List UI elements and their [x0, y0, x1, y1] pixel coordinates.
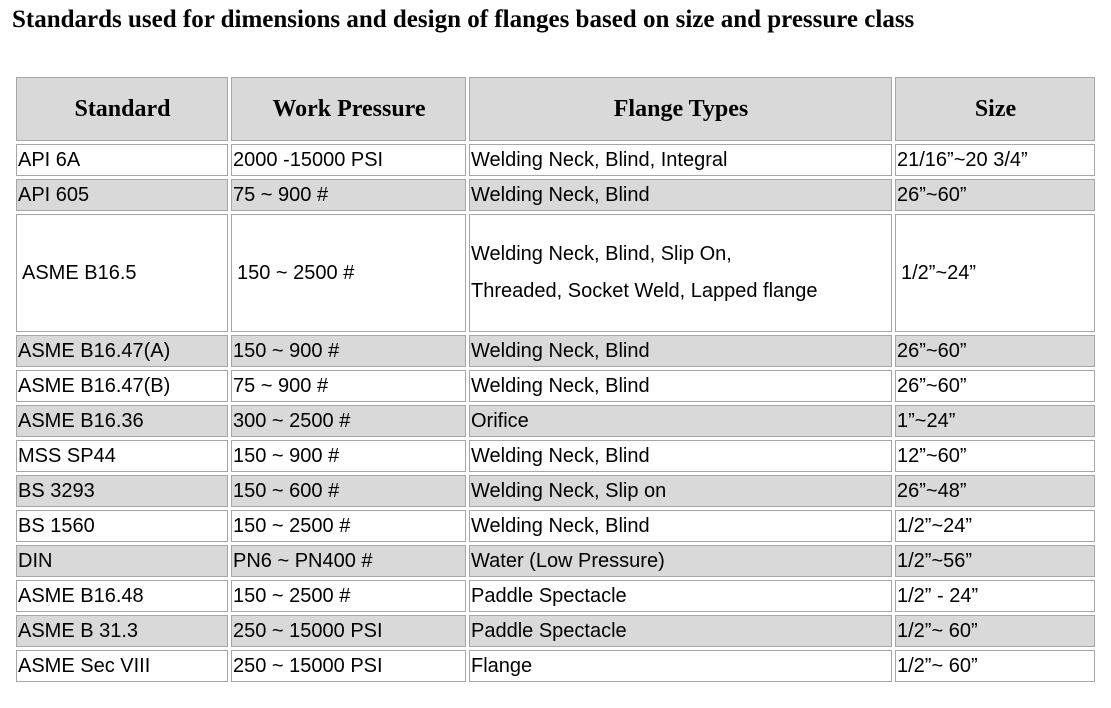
- cell-flange-types: Orifice: [469, 405, 892, 437]
- cell-size: 1/2”~ 60”: [895, 650, 1095, 682]
- table-row: [16, 179, 1095, 211]
- flange-types-line-1: Welding Neck, Blind, Slip On,: [471, 243, 732, 265]
- header-row: [16, 77, 1095, 141]
- cell-flange-types: Water (Low Pressure): [469, 545, 892, 577]
- cell-pressure: 75 ~ 900 #: [231, 179, 466, 211]
- table-row: [16, 650, 1095, 682]
- cell-standard: API 6A: [16, 144, 228, 176]
- cell-size: 21/16”~20 3/4”: [895, 144, 1095, 176]
- cell-pressure: 250 ~ 15000 PSI: [231, 615, 466, 647]
- cell-size: 1/2”~24”: [895, 510, 1095, 542]
- cell-pressure: 75 ~ 900 #: [231, 370, 466, 402]
- header-work-pressure: Work Pressure: [231, 77, 466, 141]
- cell-standard: BS 1560: [16, 510, 228, 542]
- cell-pressure: 300 ~ 2500 #: [231, 405, 466, 437]
- flange-standards-table: [13, 74, 1098, 685]
- cell-flange-types: Welding Neck, Blind: [469, 510, 892, 542]
- cell-pressure: 150 ~ 900 #: [231, 335, 466, 367]
- table-row: [16, 405, 1095, 437]
- cell-standard: MSS SP44: [16, 440, 228, 472]
- header-flange-types: Flange Types: [469, 77, 892, 141]
- table-row: [16, 370, 1095, 402]
- cell-pressure: 250 ~ 15000 PSI: [231, 650, 466, 682]
- header-size: Size: [895, 77, 1095, 141]
- cell-size: 26”~60”: [895, 370, 1095, 402]
- cell-standard: ASME B16.48: [16, 580, 228, 612]
- cell-standard: ASME B16.36: [16, 405, 228, 437]
- cell-size: 1/2”~24”: [895, 214, 1095, 332]
- cell-size: 26”~60”: [895, 335, 1095, 367]
- cell-size: 12”~60”: [895, 440, 1095, 472]
- cell-flange-types: Welding Neck, Blind: [469, 335, 892, 367]
- cell-flange-types: Welding Neck, Blind: [469, 370, 892, 402]
- flange-types-line-2: Threaded, Socket Weld, Lapped flange: [471, 280, 818, 302]
- cell-size: 1/2” - 24”: [895, 580, 1095, 612]
- cell-pressure: 150 ~ 2500 #: [231, 510, 466, 542]
- cell-pressure: PN6 ~ PN400 #: [231, 545, 466, 577]
- cell-standard: ASME B16.47(A): [16, 335, 228, 367]
- cell-standard: ASME B 31.3: [16, 615, 228, 647]
- cell-flange-types: [469, 214, 892, 332]
- table-row: [16, 510, 1095, 542]
- cell-standard: ASME B16.47(B): [16, 370, 228, 402]
- cell-standard: ASME Sec VIII: [16, 650, 228, 682]
- cell-flange-types: Welding Neck, Slip on: [469, 475, 892, 507]
- cell-size: 26”~48”: [895, 475, 1095, 507]
- table-row: [16, 545, 1095, 577]
- cell-flange-types: Paddle Spectacle: [469, 615, 892, 647]
- cell-standard: DIN: [16, 545, 228, 577]
- cell-size: 1/2”~56”: [895, 545, 1095, 577]
- table-row: [16, 214, 1095, 332]
- table-row: [16, 475, 1095, 507]
- cell-flange-types: Paddle Spectacle: [469, 580, 892, 612]
- cell-size: 26”~60”: [895, 179, 1095, 211]
- cell-pressure: 150 ~ 900 #: [231, 440, 466, 472]
- cell-pressure: 150 ~ 600 #: [231, 475, 466, 507]
- cell-flange-types: Welding Neck, Blind, Integral: [469, 144, 892, 176]
- cell-pressure: 150 ~ 2500 #: [231, 580, 466, 612]
- cell-flange-types: Flange: [469, 650, 892, 682]
- cell-standard: API 605: [16, 179, 228, 211]
- cell-standard: BS 3293: [16, 475, 228, 507]
- cell-standard: ASME B16.5: [16, 214, 228, 332]
- table-row: [16, 144, 1095, 176]
- page-title: Standards used for dimensions and design of flanges based on size and pressure class: [12, 6, 915, 33]
- cell-pressure: 2000 -15000 PSI: [231, 144, 466, 176]
- table-row: [16, 440, 1095, 472]
- cell-size: 1”~24”: [895, 405, 1095, 437]
- table-row: [16, 335, 1095, 367]
- table-row: [16, 580, 1095, 612]
- cell-size: 1/2”~ 60”: [895, 615, 1095, 647]
- cell-pressure: 150 ~ 2500 #: [231, 214, 466, 332]
- cell-flange-types: Welding Neck, Blind: [469, 179, 892, 211]
- cell-flange-types: Welding Neck, Blind: [469, 440, 892, 472]
- header-standard: Standard: [16, 77, 228, 141]
- table-row: [16, 615, 1095, 647]
